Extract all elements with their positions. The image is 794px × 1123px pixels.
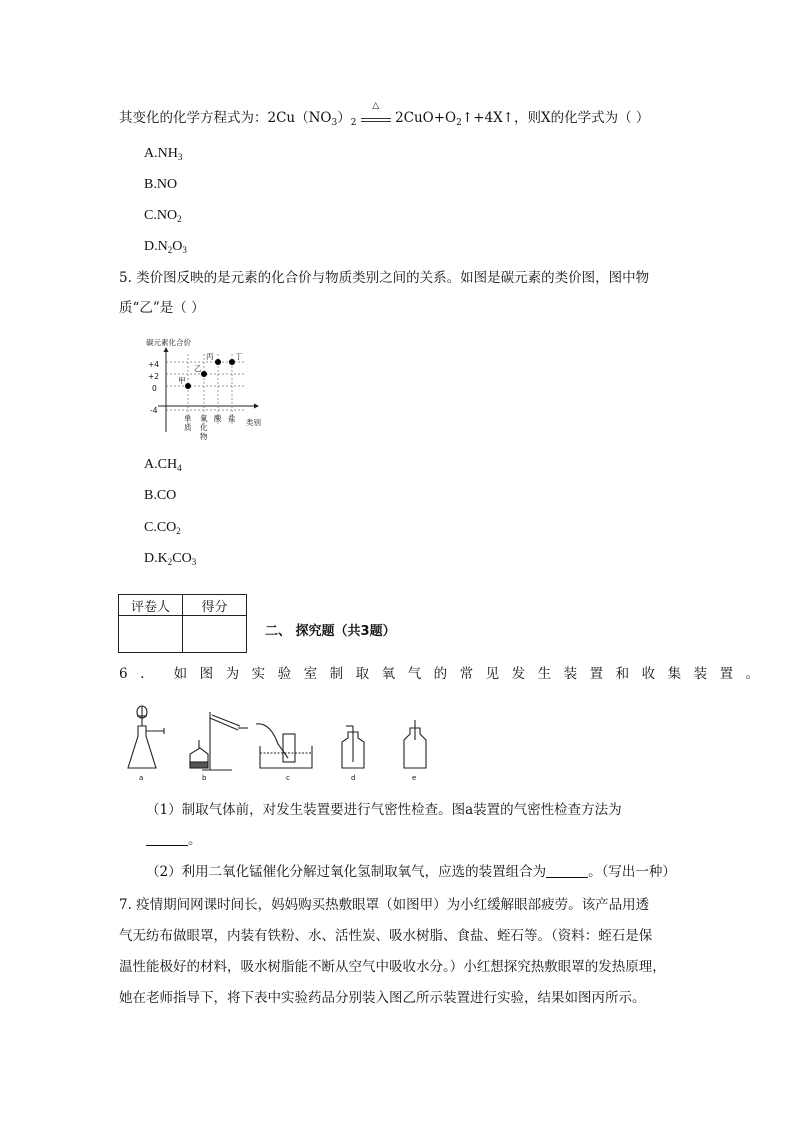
- section-heading: 二、 探究题（共3题）: [265, 624, 396, 639]
- y-tick-plus4: +4: [148, 360, 160, 369]
- q7-line1: 7. 疫情期间网课时间长，妈妈购买热敷眼罩（如图甲）为小红缓解眼部疲劳。该产品用透: [119, 897, 650, 913]
- grader-header: 评卷人: [119, 595, 183, 616]
- x-cat-danzhi-1: 单: [184, 414, 192, 423]
- x-cat-danzhi-2: 质: [184, 423, 192, 432]
- q5-option-a[interactable]: $A.CH_4$: [144, 457, 182, 473]
- point-jia-label: 甲: [178, 376, 186, 385]
- point-ding-label: 丁: [235, 352, 243, 361]
- label-a: a: [139, 774, 144, 782]
- q6-stem: 6. 如图为实验室制取氧气的常见发生装置和收集装置。: [119, 666, 772, 682]
- x-axis-label: 类别: [246, 418, 261, 427]
- chart-title: 碳元素化合价: [146, 338, 191, 347]
- score-table: [118, 594, 247, 653]
- q4-option-a[interactable]: $A.NH_3$: [144, 146, 183, 162]
- q7-line2: 气无纺布做眼罩，内装有铁粉、水、活性炭、吸水树脂、食盐、蛭石等。（资料：蛭石是保: [119, 928, 653, 944]
- y-tick-0: 0: [152, 384, 157, 393]
- heat-equals-sign: △: [361, 109, 391, 122]
- point-bing-label: 丙: [206, 352, 214, 361]
- x-cat-acid: 酸: [214, 414, 222, 423]
- q4-option-b[interactable]: B.NO: [144, 177, 178, 192]
- carbon-valence-chart: [140, 334, 270, 442]
- q5-option-c[interactable]: $C.CO_2$: [144, 520, 181, 536]
- score-cell[interactable]: [183, 616, 247, 653]
- apparatus-d: [342, 726, 364, 768]
- answer-blank-2[interactable]: [546, 863, 588, 878]
- apparatus-a: [128, 706, 164, 768]
- y-tick-plus2: +2: [148, 372, 160, 381]
- grader-cell[interactable]: [119, 616, 183, 653]
- x-cat-salt: 盐: [228, 414, 236, 423]
- point-yi: [201, 371, 207, 377]
- q6-sub2: （2）利用二氧化锰催化分解过氧化氢制取氧气，应选的装置组合为 。（写出一种）: [146, 864, 676, 880]
- point-jia: [185, 383, 191, 389]
- q6-sub1-line2: 。: [146, 830, 202, 850]
- oxygen-apparatus-figure: [120, 698, 430, 784]
- apparatus-e: [404, 720, 426, 768]
- q7-line3: 温性能极好的材料，吸水树脂能不断从空气中吸收水分。）小红想探究热敷眼罩的发热原理，: [119, 959, 666, 975]
- q5-option-d[interactable]: $D.K_2CO_3$: [144, 551, 197, 567]
- q4-option-d[interactable]: $D.N_2O_3$: [144, 239, 187, 255]
- label-e: e: [412, 774, 417, 782]
- q5-stem-line1: 5. 类价图反映的是元素的化合价与物质类别之间的关系。如图是碳元素的类价图，图中物: [119, 270, 650, 286]
- q5-stem-line2: 质“乙”是（ ）: [119, 300, 205, 316]
- point-yi-label: 乙: [194, 364, 202, 373]
- apparatus-c: [256, 724, 312, 768]
- label-c: c: [286, 774, 290, 782]
- q4-stem: 其变化的化学方程式为：$2Cu(NO_3)_2$ △ $2CuO+O_2↑+4X↑$，则X的化学式为（ ）: [119, 101, 650, 128]
- q6-sub1-line1: （1）制取气体前，对发生装置要进行气密性检查。图a装置的气密性检查方法为: [146, 802, 622, 818]
- q5-option-b[interactable]: B.CO: [144, 488, 177, 503]
- score-header: 得分: [183, 595, 247, 616]
- label-b: b: [202, 774, 207, 782]
- answer-blank-1[interactable]: [146, 831, 188, 846]
- apparatus-b: [190, 712, 248, 770]
- point-bing: [215, 359, 221, 365]
- q7-line4: 她在老师指导下，将下表中实验药品分别装入图乙所示装置进行实验，结果如图丙所示。: [119, 990, 646, 1006]
- x-cat-oxide-2: 化: [200, 423, 208, 432]
- x-cat-oxide-1: 氧: [200, 414, 208, 423]
- q4-option-c[interactable]: $C.NO_2$: [144, 208, 182, 224]
- x-cat-oxide-3: 物: [200, 432, 208, 441]
- y-tick-minus4: -4: [150, 406, 158, 415]
- label-d: d: [351, 774, 356, 782]
